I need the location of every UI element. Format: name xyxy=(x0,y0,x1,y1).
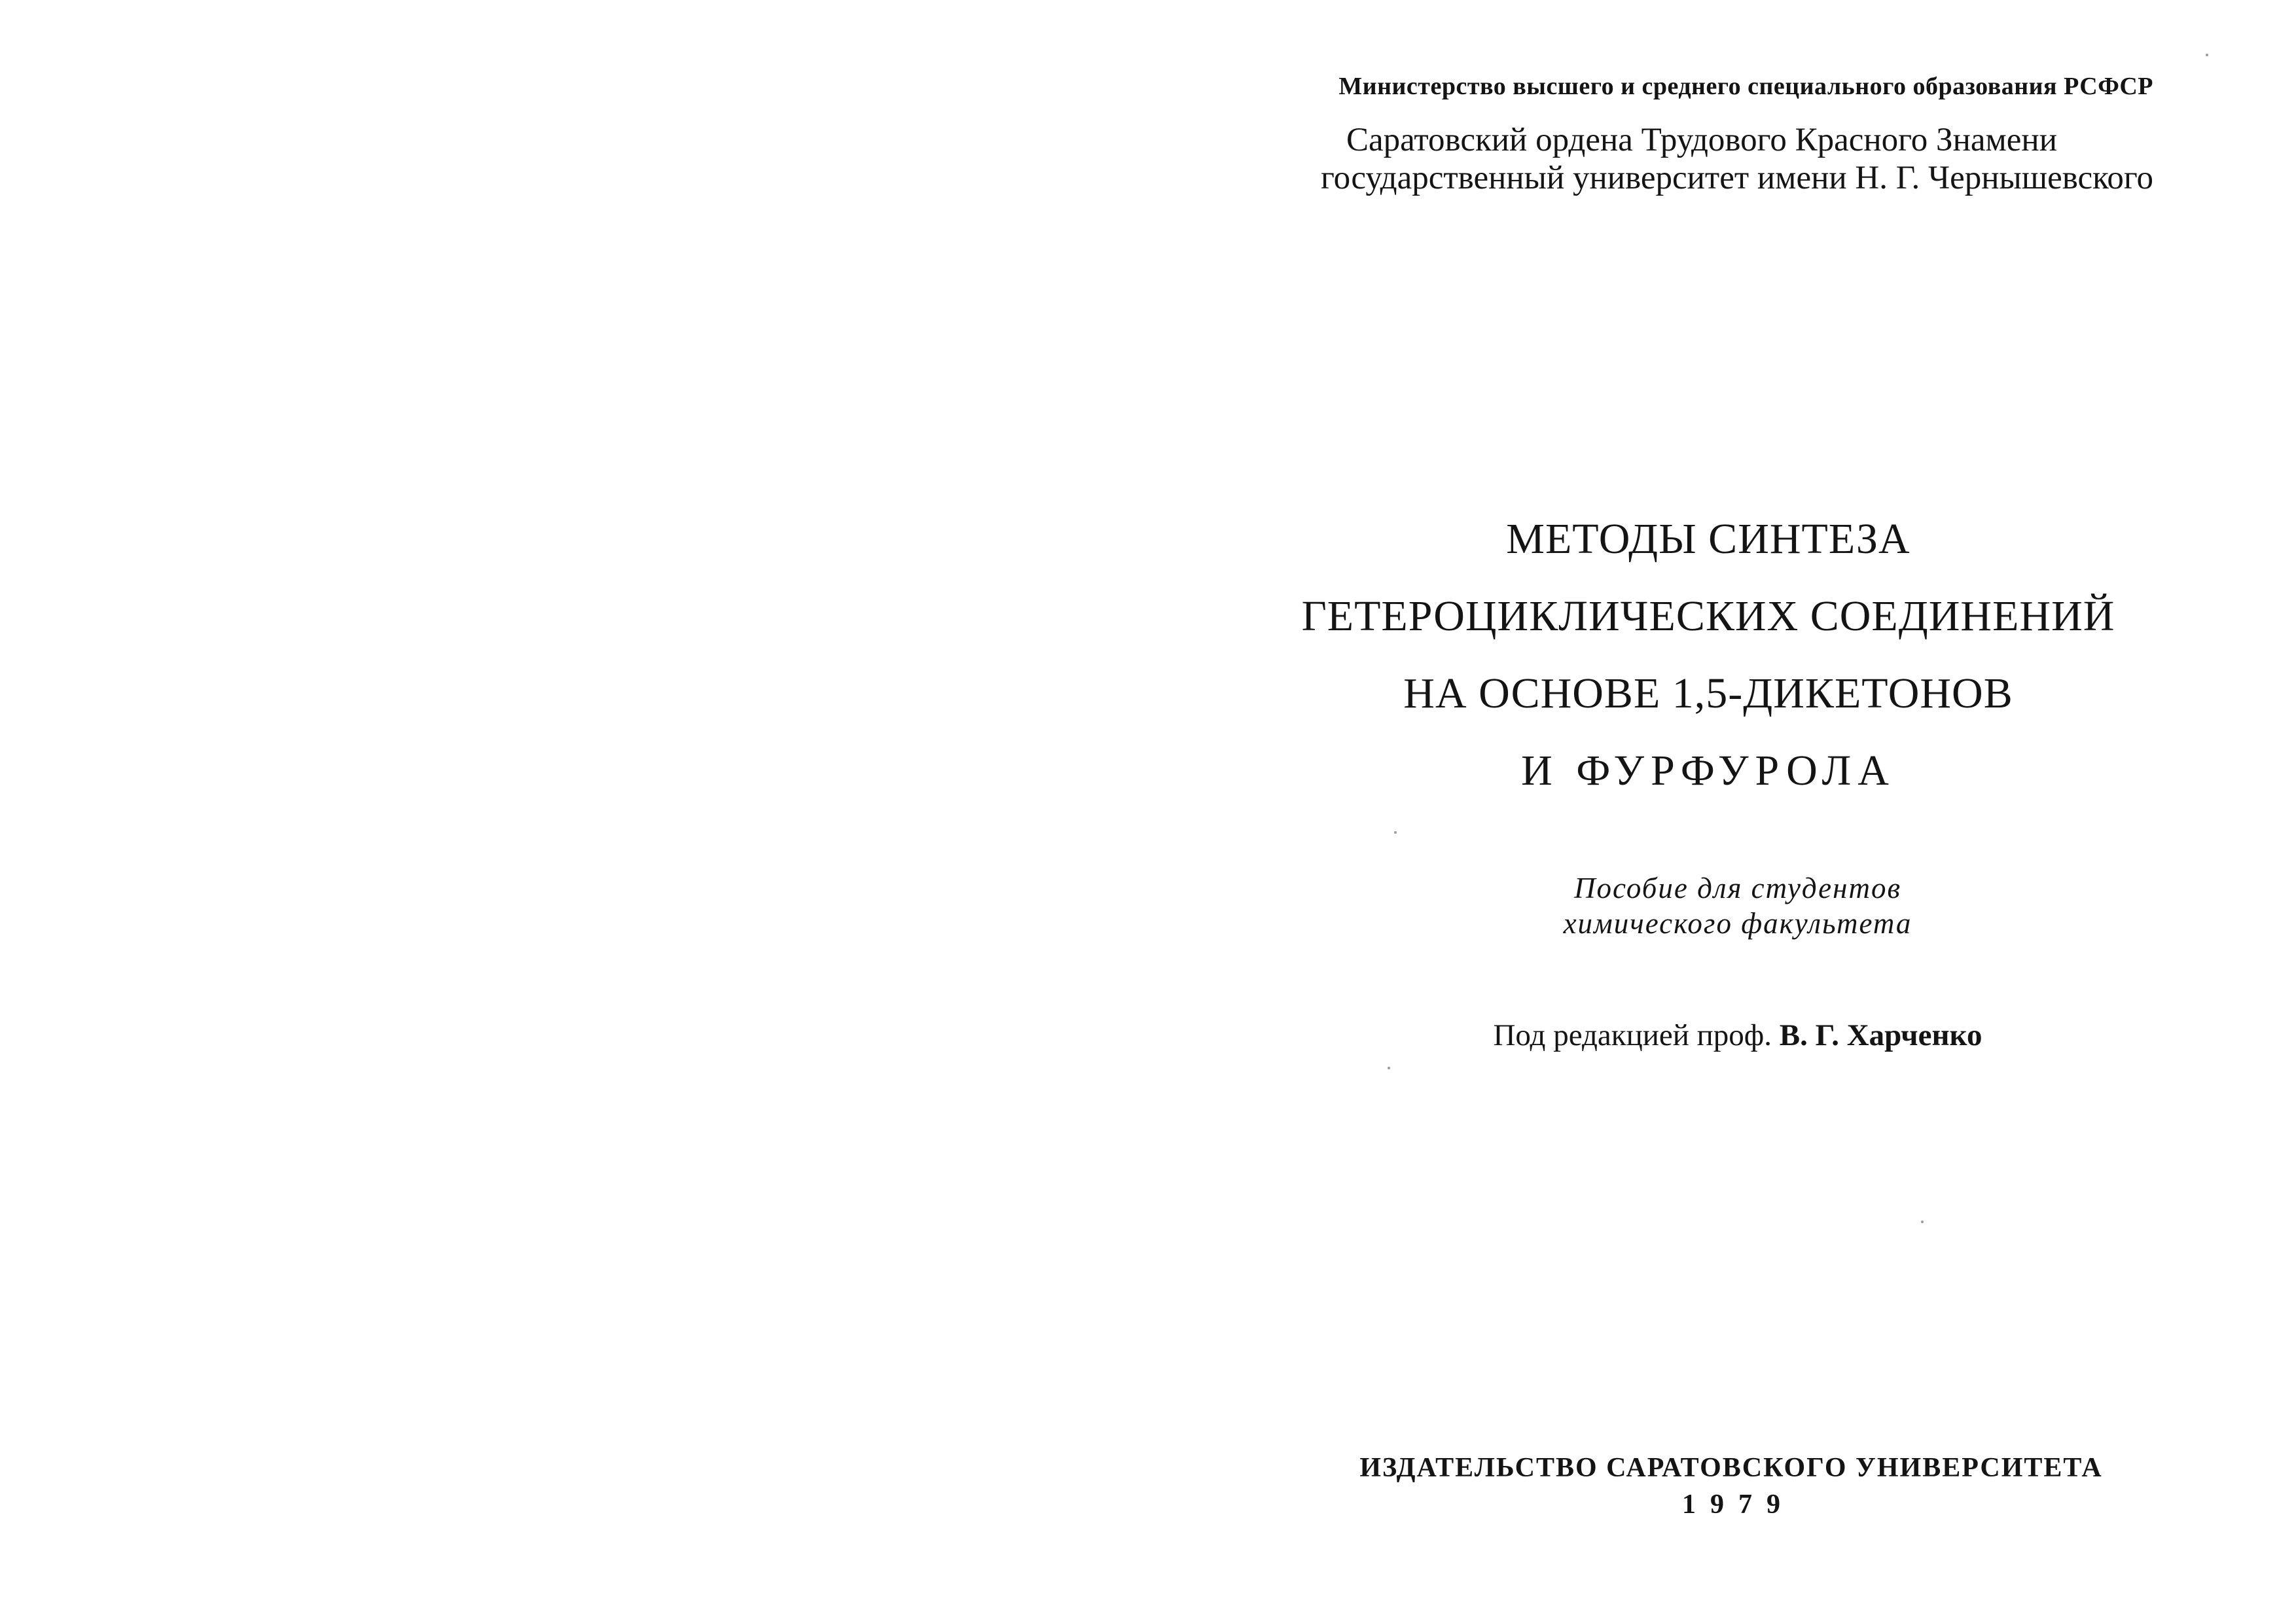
publisher-block xyxy=(1302,1450,2160,1523)
title-line-4: И ФУРФУРОЛА xyxy=(1521,747,1895,794)
scan-speck xyxy=(2206,54,2208,56)
editor-credit xyxy=(1361,1018,2114,1053)
book-subtitle xyxy=(1361,870,2114,941)
subtitle-line-1: Пособие для студентов xyxy=(1574,872,1901,904)
university-line-1: Саратовский ордена Трудового Красного Знамени xyxy=(1346,122,2058,158)
ministry-header: Министерство высшего и среднего специального образования РСФСР xyxy=(1338,73,2153,100)
editor-name: В. Г. Харченко xyxy=(1779,1018,1982,1052)
publication-year: 1979 xyxy=(1682,1489,1795,1520)
scan-speck xyxy=(1388,1067,1390,1069)
scan-speck xyxy=(1394,831,1397,834)
university-line-2: государственный университет имени Н. Г. Чернышевского xyxy=(1321,160,2153,196)
university-name xyxy=(1263,121,2153,197)
title-line-2: ГЕТЕРОЦИКЛИЧЕСКИХ СОЕДИНЕНИЙ xyxy=(1301,592,2115,640)
scan-speck xyxy=(1921,1221,1924,1223)
subtitle-line-2: химического факультета xyxy=(1563,907,1912,940)
title-line-3: НА ОСНОВЕ 1,5-ДИКЕТОНОВ xyxy=(1403,669,2013,717)
title-line-1: МЕТОДЫ СИНТЕЗА xyxy=(1506,515,1910,563)
editor-prefix: Под редакцией проф. xyxy=(1493,1018,1772,1052)
publisher-name: ИЗДАТЕЛЬСТВО САРАТОВСКОГО УНИВЕРСИТЕТА xyxy=(1359,1453,2103,1483)
title-page xyxy=(1148,0,2296,1623)
book-title xyxy=(1283,501,2134,810)
